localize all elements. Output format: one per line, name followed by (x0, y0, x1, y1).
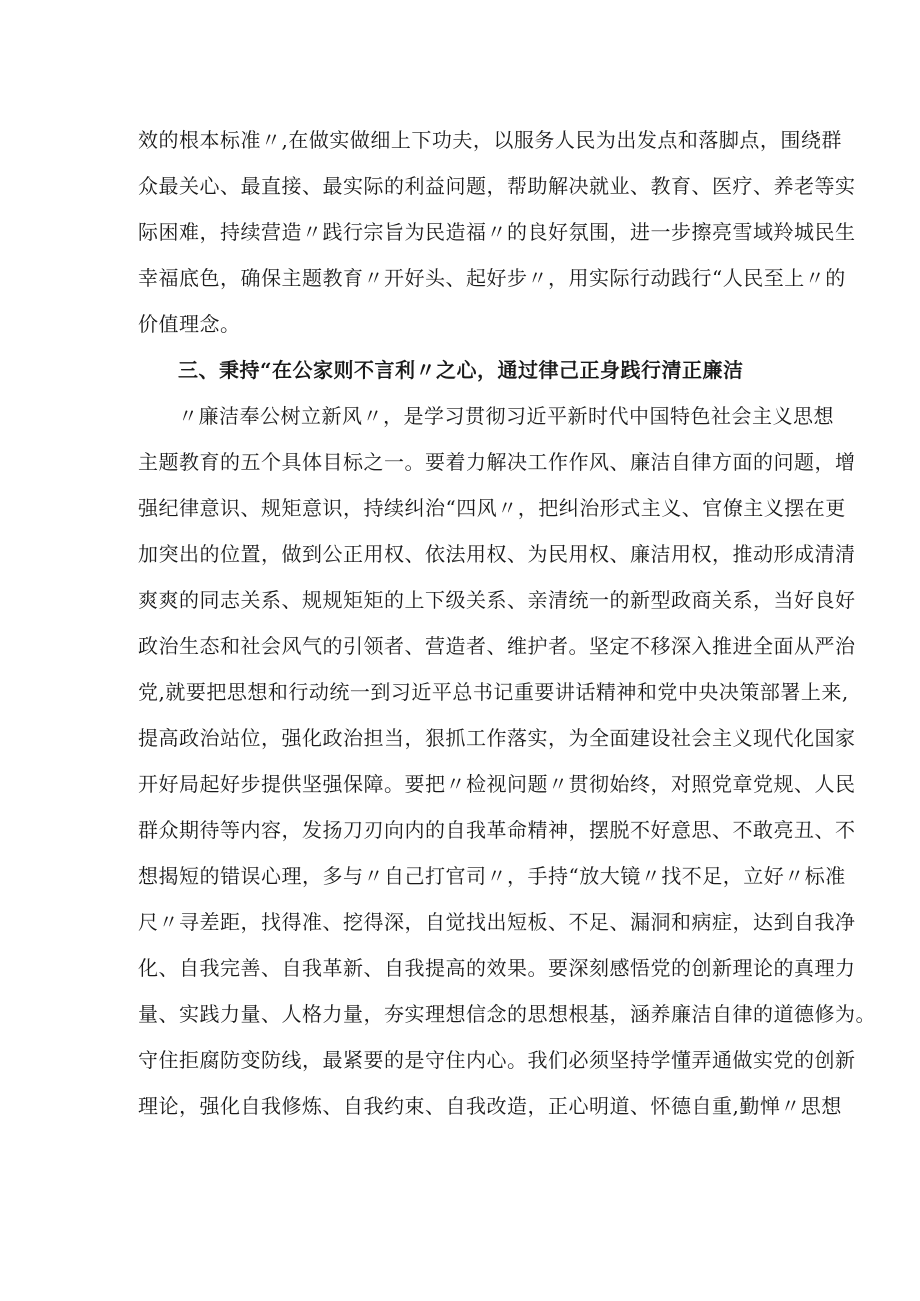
paragraph-line: 提高政治站位，强化政治担当，狠抓工作落实，为全面建设社会主义现代化国家 (138, 726, 856, 750)
paragraph-line: 尺〃寻差距，找得准、挖得深，自觉找出短板、不足、漏洞和病症，达到自我净 (138, 910, 856, 934)
paragraph-line: 众最关心、最直接、最实际的利益问题，帮助解决就业、教育、医疗、养老等实 (138, 174, 856, 198)
paragraph-line: 价值理念。 (138, 312, 241, 336)
document-body (138, 117, 876, 1129)
paragraph-line: 群众期待等内容，发扬刀刃向内的自我革命精神，摆脱不好意思、不敢亮丑、不 (138, 818, 856, 842)
paragraph-line: 量、实践力量、人格力量，夯实理想信念的思想根基，涵养廉洁自律的道德修为。 (138, 1002, 876, 1026)
paragraph-line: 爽爽的同志关系、规规矩矩的上下级关系、亲清统一的新型政商关系，当好良好 (138, 588, 856, 612)
paragraph-line: 开好局起好步提供坚强保障。要把〃检视问题〃贯彻始终，对照党章党规、人民 (138, 772, 856, 796)
paragraph-line: 化、自我完善、自我革新、自我提高的效果。要深刻感悟党的创新理论的真理力 (138, 956, 856, 980)
paragraph-line: 党,就要把思想和行动统一到习近平总书记重要讲话精神和党中央决策部署上来, (138, 680, 849, 704)
paragraph-people-first (138, 117, 856, 347)
paragraph-line: 想揭短的错误心理，多与〃自己打官司〃，手持“放大镜〃找不足，立好〃标准 (138, 864, 846, 888)
paragraph-line: 政治生态和社会风气的引领者、营造者、维护者。坚定不移深入推进全面从严治 (138, 634, 856, 658)
paragraph-integrity (138, 393, 876, 1129)
paragraph-line: 加突出的位置，做到公正用权、依法用权、为民用权、廉洁用权，推动形成清清 (138, 542, 856, 566)
paragraph-line: 主题教育的五个具体目标之一。要着力解决工作作风、廉洁自律方面的问题，增 (138, 450, 856, 474)
paragraph-line: 守住拒腐防变防线，最紧要的是守住内心。我们必须坚持学懂弄通做实党的创新 (138, 1048, 856, 1072)
paragraph-line: 强纪律意识、规矩意识，持续纠治“四风〃，把纠治形式主义、官僚主义摆在更 (138, 496, 846, 520)
paragraph-line: 际困难，持续营造〃践行宗旨为民造福〃的良好氛围，进一步擦亮雪域羚城民生 (138, 220, 856, 244)
paragraph-line: 效的根本标准〃,在做实做细上下功夫，以服务人民为出发点和落脚点，围绕群 (138, 128, 842, 152)
paragraph-line: 幸福底色，确保主题教育〃开好头、起好步〃，用实际行动践行“人民至上〃的 (138, 266, 846, 290)
paragraph-line: 理论，强化自我修炼、自我约束、自我改造，正心明道、怀德自重,勤惮〃思想 (138, 1094, 842, 1118)
section-heading-3: 三、秉持“在公家则不言利〃之心，通过律己正身践行清正廉洁 (178, 358, 744, 382)
paragraph-line: 〃廉洁奉公树立新风〃，是学习贯彻习近平新时代中国特色社会主义思想 (178, 404, 834, 428)
